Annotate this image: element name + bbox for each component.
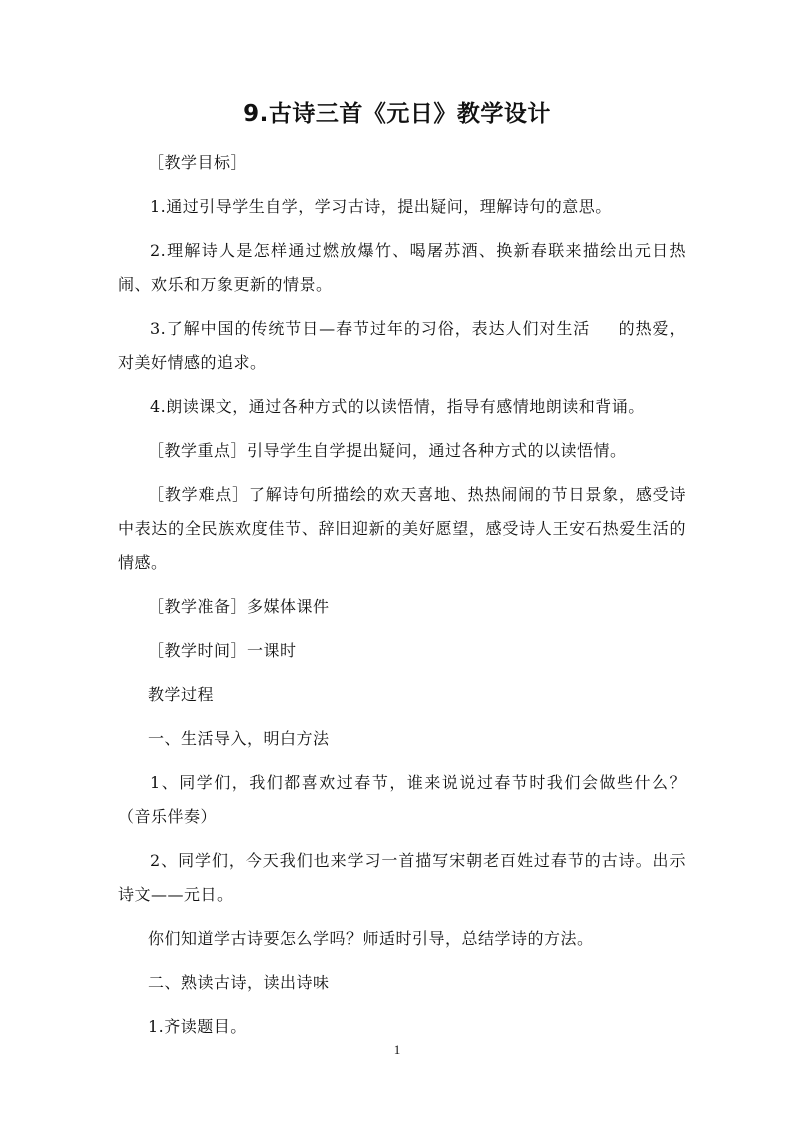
- objective-item-4: 4.朗读课文，通过各种方式的以读悟情，指导有感情地朗读和背诵。: [150, 397, 645, 416]
- document-title: 9.古诗三首《元日》教学设计: [243, 101, 551, 127]
- teaching-time: ［教学时间］一课时: [148, 641, 297, 660]
- section-heading-intro: 一、生活导入，明白方法: [148, 729, 330, 748]
- objective-item-3-part-1: 3.了解中国的传统节日—春节过年的习俗，表达人们对生活: [150, 319, 591, 338]
- page-number: 1: [393, 1042, 401, 1057]
- process-heading: 教学过程: [148, 685, 215, 704]
- objective-item-3: [118, 312, 686, 380]
- reading-step-1: 1.齐读题目。: [148, 1017, 247, 1036]
- document-body: [118, 146, 686, 1054]
- difficult-points: ［教学难点］了解诗句所描绘的欢天喜地、热热闹闹的节日景象，感受诗中表达的全民族欢度佳节、辞旧迎新的美好愿望，感受诗人王安石热爱生活的情感。: [118, 485, 686, 572]
- section-heading-objectives: ［教学目标］: [148, 153, 248, 172]
- intro-step-1: 1、同学们，我们都喜欢过春节，谁来说说过春节时我们会做些什么？（音乐伴奏）: [118, 773, 686, 826]
- teaching-preparation: ［教学准备］多媒体课件: [148, 597, 330, 616]
- section-heading-reading: 二、熟读古诗，读出诗味: [148, 973, 330, 992]
- objective-item-3-part-2: 的热爱，对美好情感的追求。: [118, 319, 686, 372]
- objective-item-1: 1.通过引导学生自学，学习古诗，提出疑问，理解诗句的意思。: [150, 197, 612, 216]
- intro-step-3: 你们知道学古诗要怎么学吗？师适时引导，总结学诗的方法。: [148, 929, 594, 948]
- intro-step-2: 2、同学们，今天我们也来学习一首描写宋朝老百姓过春节的古诗。出示诗文——元日。: [118, 851, 686, 904]
- key-points: ［教学重点］引导学生自学提出疑问，通过各种方式的以读悟情。: [148, 441, 627, 460]
- objective-item-2: 2.理解诗人是怎样通过燃放爆竹、喝屠苏酒、换新春联来描绘出元日热闹、欢乐和万象更新的情景。: [118, 241, 686, 294]
